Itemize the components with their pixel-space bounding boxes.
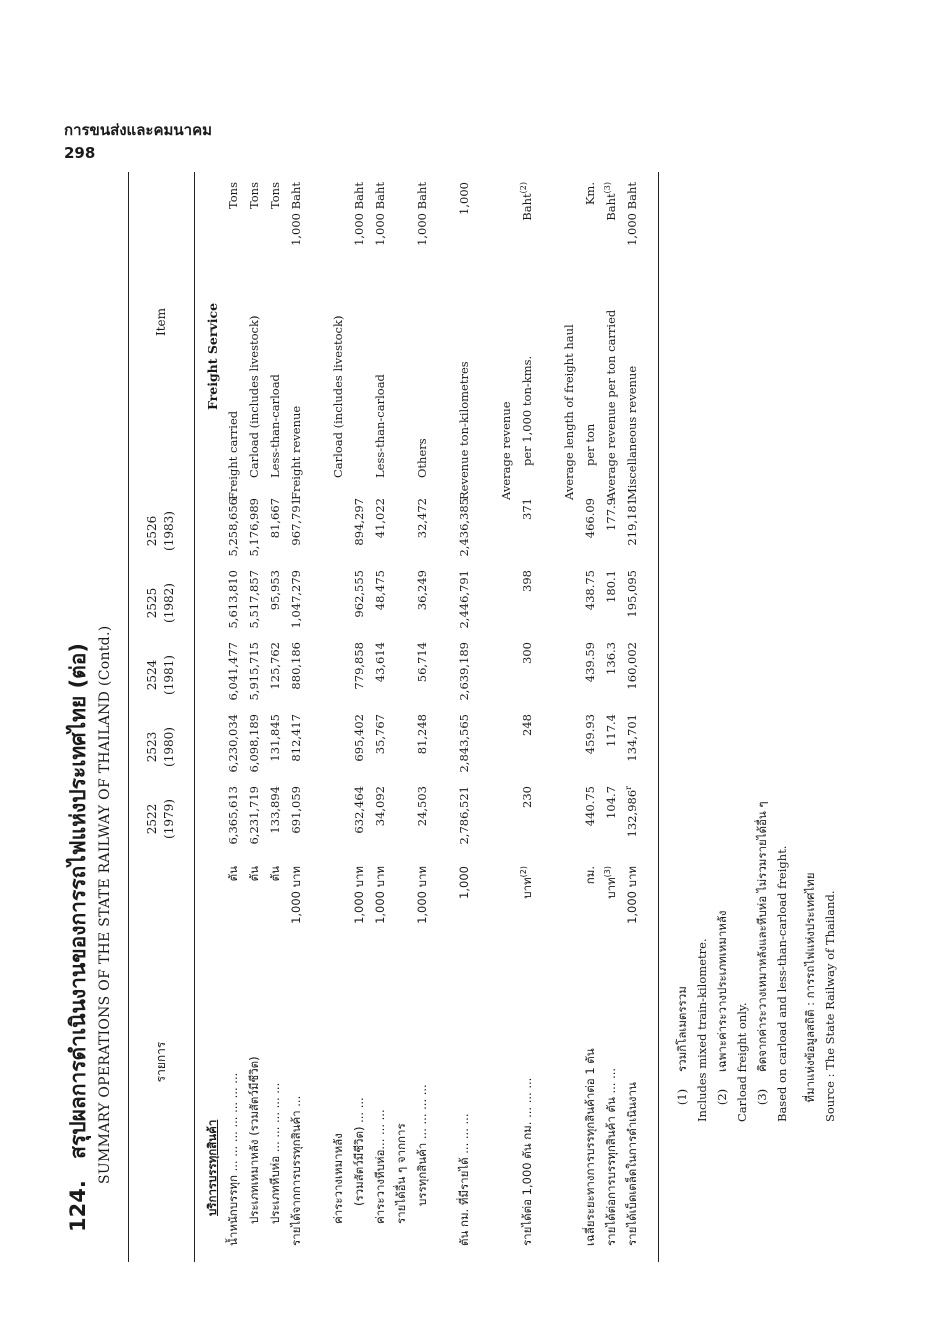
value-cell	[496, 714, 517, 790]
superscript-note: (3)	[603, 182, 613, 194]
footnote-text-thai: รวมกิโลเมตรรวม	[675, 986, 689, 1072]
table-row-thai	[622, 866, 643, 1246]
table-row-english	[622, 182, 643, 500]
row-gap	[433, 786, 454, 862]
row-gap	[475, 182, 496, 500]
source-label-thai: ที่มาแห่งข้อมูลสถิติ :	[803, 1002, 817, 1103]
row-label-thai: รายได้จากการบรรทุกสินค้า ...	[289, 1095, 303, 1246]
row-unit-thai: 1,000 บาท	[415, 866, 429, 924]
table-row-english	[454, 182, 475, 500]
year-be: 2525	[145, 587, 159, 619]
table-row-thai	[580, 866, 601, 1246]
table-row-thai	[412, 866, 433, 1246]
table-row-english	[244, 182, 265, 500]
row-label-thai: รายได้เบ็ดเตล็ดในการดำเนินงาน	[625, 1082, 639, 1246]
value-cell: 438.75	[583, 570, 597, 611]
value-cell	[496, 498, 517, 574]
value-cell	[328, 498, 349, 574]
table-row-thai	[496, 866, 517, 1246]
source-text-english: The State Railway of Thailand.	[823, 890, 837, 1074]
table-header-rule	[194, 172, 195, 1262]
row-label-english: Miscellaneous revenue	[625, 365, 639, 500]
row-gap	[475, 642, 496, 718]
value-cell	[328, 570, 349, 646]
row-label-thai: ค่าระวางเหมาหลัง	[331, 1133, 345, 1224]
table-row-thai	[559, 866, 580, 1246]
value-cell: 32,472	[415, 498, 429, 539]
page-number: 298	[64, 144, 96, 162]
table-row-english	[370, 182, 391, 500]
row-unit-thai: บาท$^{(3)}$	[603, 866, 618, 899]
row-label-english: Average revenue per ton carried	[604, 309, 618, 500]
value-cell	[559, 714, 580, 790]
row-unit-thai: 1,000 บาท	[373, 866, 387, 924]
value-cell: 81,667	[268, 498, 282, 539]
row-gap	[307, 786, 328, 862]
footnote-mark: (3)	[755, 1088, 769, 1106]
row-label-thai: ตัน กม. ที่มีรายได้ ... ... ...	[457, 1113, 471, 1246]
value-cell: 880,186	[289, 642, 303, 690]
table-row-thai	[265, 866, 286, 1246]
row-label-english: Average length of freight haul	[562, 324, 576, 500]
table-row-thai	[349, 866, 370, 1246]
row-label-thai: เฉลี่ยระยะทางการบรรทุกสินค้าต่อ 1 ตัน	[583, 1048, 597, 1246]
row-gap	[433, 498, 454, 574]
row-gap	[538, 498, 559, 574]
row-gap	[433, 642, 454, 718]
header-left: รายการ	[153, 1041, 168, 1083]
values-column-2526	[202, 498, 643, 574]
value-cell	[559, 570, 580, 646]
value-cell: 962,555	[352, 570, 366, 618]
source-text-thai: การรถไฟแห่งประเทศไทย	[803, 872, 817, 1002]
year-be: 2522	[145, 803, 159, 835]
value-cell: 632,464	[352, 786, 366, 834]
values-column-2524	[202, 642, 643, 718]
row-gap	[475, 714, 496, 790]
value-cell: 812,417	[289, 714, 303, 762]
row-gap	[538, 866, 559, 1246]
page-header	[64, 118, 212, 162]
year-be: 2526	[145, 515, 159, 547]
source-english	[820, 222, 840, 1122]
column-spacer	[202, 714, 223, 790]
row-label-english: Revenue ton-kilometres	[457, 361, 471, 500]
value-cell: 779,858	[352, 642, 366, 690]
row-unit-english: Baht$^{(3)}$	[603, 182, 618, 221]
year-header-2522	[128, 786, 194, 852]
row-unit-thai: 1,000	[457, 866, 471, 899]
row-unit-english: 1,000	[457, 182, 471, 215]
row-gap	[538, 182, 559, 500]
row-label-thai: บรรทุกสินค้า ... ... ... ...	[415, 1084, 429, 1206]
table-row-english	[517, 182, 538, 500]
superscript-note: (3)	[603, 866, 613, 878]
value-cell	[328, 642, 349, 718]
row-gap	[307, 714, 328, 790]
values-column-2523	[202, 714, 643, 790]
table-title	[62, 192, 113, 1232]
value-cell: 398	[520, 570, 534, 592]
table-row-english	[412, 182, 433, 500]
value-cell: 5,517,857	[247, 570, 261, 629]
value-cell: 160,002	[625, 642, 639, 690]
value-cell: 2,786,521	[457, 786, 471, 845]
row-unit-english: Km.	[583, 182, 597, 206]
row-unit-english: 1,000 Baht	[352, 182, 366, 246]
value-cell: 134,701	[625, 714, 639, 762]
footnote-text-thai: คิดจากค่าระวางเหมาหลังและหีบห่อ ไม่รวมรายได้อื่น ๆ	[755, 801, 769, 1072]
row-unit-english: Tons	[268, 182, 282, 210]
row-unit-english: 1,000 Baht	[373, 182, 387, 246]
english-item-column	[202, 182, 643, 500]
value-cell: 180.1	[604, 570, 618, 603]
row-unit-english: Baht$^{(2)}$	[519, 182, 534, 221]
value-cell: 248	[520, 714, 534, 736]
table-row-thai	[391, 866, 412, 1246]
value-cell: 894,297	[352, 498, 366, 546]
table-row-english	[559, 182, 580, 500]
value-cell: 132,986$^r$	[624, 786, 639, 838]
year-be: 2523	[145, 731, 159, 763]
value-cell: 36,249	[415, 570, 429, 611]
value-cell: 300	[520, 642, 534, 664]
value-cell: 459.93	[583, 714, 597, 755]
row-unit-english: Tons	[247, 182, 261, 210]
value-cell: 466.09	[583, 498, 597, 539]
row-gap	[307, 570, 328, 646]
row-gap	[475, 786, 496, 862]
table-row-english	[601, 182, 622, 500]
row-label-english: Carload (includes livestock)	[247, 315, 261, 478]
row-label-english: per 1,000 ton-kms.	[520, 355, 534, 466]
section-english: Freight Service	[205, 302, 220, 410]
value-cell: 5,915,715	[247, 642, 261, 701]
value-cell: 230	[520, 786, 534, 808]
value-cell: 440.75	[583, 786, 597, 827]
value-cell: 48,475	[373, 570, 387, 611]
table-row-english	[496, 182, 517, 500]
row-label-english: Average revenue	[499, 401, 513, 500]
values-column-2525	[202, 570, 643, 646]
value-cell	[328, 786, 349, 862]
row-unit-thai: กม.	[583, 866, 597, 885]
value-cell: 131,845	[268, 714, 282, 762]
source-thai	[800, 222, 820, 1122]
value-cell	[391, 786, 412, 862]
row-label-thai: (รวมสัตว์มีชีวิต) ... ...	[352, 1097, 366, 1206]
footnote-english: Carload freight only.	[735, 1002, 749, 1122]
row-unit-thai: 1,000 บาท	[352, 866, 366, 924]
row-gap	[475, 866, 496, 1246]
row-label-thai: รายได้ต่อการบรรทุกสินค้า ตัน ... ...	[604, 1067, 618, 1246]
table-row-thai	[517, 866, 538, 1246]
row-unit-thai: 1,000 บาท	[289, 866, 303, 924]
row-label-english: per ton	[583, 423, 597, 466]
year-be: 2524	[145, 659, 159, 691]
value-cell: 35,767	[373, 714, 387, 755]
value-cell: 195,095	[625, 570, 639, 618]
value-cell: 5,176,989	[247, 498, 261, 557]
value-cell	[391, 714, 412, 790]
footnote-thai	[712, 222, 732, 1122]
value-cell	[391, 498, 412, 574]
column-spacer	[202, 570, 223, 646]
table-row-english	[223, 182, 244, 500]
row-gap	[538, 786, 559, 862]
values-column-2522	[202, 786, 643, 862]
value-cell: 6,365,613	[226, 786, 240, 845]
footnote-thai	[752, 222, 772, 1122]
table-row-english	[580, 182, 601, 500]
table-row-thai	[454, 866, 475, 1246]
row-gap	[475, 498, 496, 574]
column-spacer	[202, 642, 223, 718]
table-row-english	[349, 182, 370, 500]
row-gap	[307, 866, 328, 1246]
value-cell	[559, 498, 580, 574]
year-header-2524	[128, 642, 194, 708]
footnote-mark: (2)	[715, 1088, 729, 1106]
superscript-note: (2)	[519, 182, 529, 194]
row-unit-thai: บาท$^{(2)}$	[519, 866, 534, 899]
value-cell	[559, 786, 580, 862]
row-unit-english: Tons	[226, 182, 240, 210]
row-gap	[433, 570, 454, 646]
value-cell: 81,248	[415, 714, 429, 755]
row-gap	[307, 498, 328, 574]
value-cell	[559, 642, 580, 718]
row-gap	[538, 714, 559, 790]
value-cell: 117.4	[604, 714, 618, 747]
section-thai: บริการบรรทุกสินค้า	[205, 1119, 219, 1216]
value-cell: 95,953	[268, 570, 282, 611]
footnotes	[672, 222, 840, 1122]
year-ce: (1981)	[162, 655, 176, 695]
table-row-english	[328, 182, 349, 500]
footnote-text-thai: เฉพาะค่าระวางประเภทเหมาหลัง	[715, 910, 729, 1072]
row-gap	[307, 642, 328, 718]
row-label-thai: รายได้ต่อ 1,000 ตัน กม. ... ... ...	[520, 1077, 534, 1246]
value-cell: 2,639,189	[457, 642, 471, 701]
value-cell: 5,258,656	[226, 498, 240, 557]
value-cell: 125,762	[268, 642, 282, 690]
row-label-thai: ประเภทเหมาหลัง (รวมสัตว์มีชีวิต)	[247, 1056, 261, 1224]
value-cell	[496, 570, 517, 646]
row-label-english: Carload (includes livestock)	[331, 315, 345, 478]
table-title-thai: สรุปผลการดำเนินงานของการรถไฟแห่งประเทศไทย (ต่อ)	[66, 642, 90, 1159]
superscript-note: r	[624, 786, 634, 790]
superscript-note: (2)	[519, 866, 529, 878]
value-cell: 6,230,034	[226, 714, 240, 773]
footnote-english: Based on carload and less-than-carload freight.	[775, 845, 789, 1122]
row-unit-english: 1,000 Baht	[625, 182, 639, 246]
value-cell: 439.59	[583, 642, 597, 683]
source-label-english: Source :	[823, 1073, 837, 1122]
row-gap	[307, 182, 328, 500]
row-unit-thai: ตัน	[226, 866, 240, 882]
table-row-thai	[601, 866, 622, 1246]
table-title-english: SUMMARY OPERATIONS OF THE STATE RAILWAY OF THAILAND (Contd.)	[97, 625, 113, 1184]
table-row-english	[265, 182, 286, 500]
value-cell: 2,436,385	[457, 498, 471, 557]
value-cell: 41,022	[373, 498, 387, 539]
value-cell	[391, 642, 412, 718]
table-row-thai	[328, 866, 349, 1246]
row-label-english: Less-than-carload	[373, 374, 387, 478]
value-cell: 133,894	[268, 786, 282, 834]
year-header-2523	[128, 714, 194, 780]
table-row-english	[286, 182, 307, 500]
table-row-thai	[286, 866, 307, 1246]
row-label-english: Others	[415, 438, 429, 478]
year-ce: (1979)	[162, 799, 176, 839]
value-cell: 6,098,189	[247, 714, 261, 773]
value-cell: 2,446,791	[457, 570, 471, 629]
row-gap	[475, 570, 496, 646]
thai-item-column	[202, 866, 643, 1246]
table-row-thai	[223, 866, 244, 1246]
value-cell	[328, 714, 349, 790]
table-row-thai	[370, 866, 391, 1246]
value-cell: 24,503	[415, 786, 429, 827]
year-ce: (1983)	[162, 511, 176, 551]
footnote-thai	[672, 222, 692, 1122]
row-gap	[538, 570, 559, 646]
row-label-thai: น้ำหนักบรรทุก ... ... ... ... ... ... ...	[226, 1072, 240, 1246]
year-ce: (1982)	[162, 583, 176, 623]
row-unit-thai: ตัน	[247, 866, 261, 882]
row-gap	[433, 866, 454, 1246]
value-cell: 967,791	[289, 498, 303, 546]
row-unit-english: 1,000 Baht	[289, 182, 303, 246]
value-cell: 34,092	[373, 786, 387, 827]
value-cell	[391, 570, 412, 646]
table-number: 124.	[66, 1180, 90, 1232]
rotated-table-page	[62, 172, 907, 1262]
year-header-2526	[128, 498, 194, 564]
row-label-thai: รายได้อื่น ๆ จากการ	[394, 1123, 408, 1224]
value-cell: 695,402	[352, 714, 366, 762]
column-spacer	[202, 786, 223, 862]
header-right: Item	[153, 307, 168, 337]
row-label-english: Freight revenue	[289, 405, 303, 500]
row-label-thai: ประเภทหีบห่อ ... ... ... ... ...	[268, 1082, 282, 1224]
value-cell: 219,181	[625, 498, 639, 546]
value-cell: 104.7	[604, 786, 618, 819]
row-label-english: Less-than-carload	[268, 374, 282, 478]
value-cell: 6,231,719	[247, 786, 261, 845]
footnote-mark: (1)	[675, 1088, 689, 1106]
value-cell: 136.3	[604, 642, 618, 675]
row-gap	[538, 642, 559, 718]
table-row-english	[391, 182, 412, 500]
row-unit-thai: ตัน	[268, 866, 282, 882]
value-cell: 1,047,279	[289, 570, 303, 629]
value-cell: 5,613,810	[226, 570, 240, 629]
row-gap	[433, 182, 454, 500]
row-gap	[433, 714, 454, 790]
value-cell	[496, 642, 517, 718]
footnote-english: Includes mixed train-kilometre.	[695, 938, 709, 1122]
table-row-thai	[244, 866, 265, 1246]
value-cell: 6,041,477	[226, 642, 240, 701]
page-header-title: การขนส่งและคมนาคม	[64, 121, 212, 139]
row-unit-english: 1,000 Baht	[415, 182, 429, 246]
year-header-2525	[128, 570, 194, 636]
value-cell: 371	[520, 498, 534, 520]
value-cell: 691,059	[289, 786, 303, 834]
value-cell	[496, 786, 517, 862]
column-spacer	[202, 498, 223, 574]
year-ce: (1980)	[162, 727, 176, 767]
value-cell: 2,843,565	[457, 714, 471, 773]
row-label-english: Freight carried	[226, 410, 240, 500]
table-bottom-rule	[658, 172, 659, 1262]
row-unit-thai: 1,000 บาท	[625, 866, 639, 924]
value-cell: 43,614	[373, 642, 387, 683]
row-label-thai: ค่าระวางหีบห่อ... ... ...	[373, 1109, 387, 1224]
value-cell: 177.9	[604, 498, 618, 531]
value-cell: 56,714	[415, 642, 429, 683]
